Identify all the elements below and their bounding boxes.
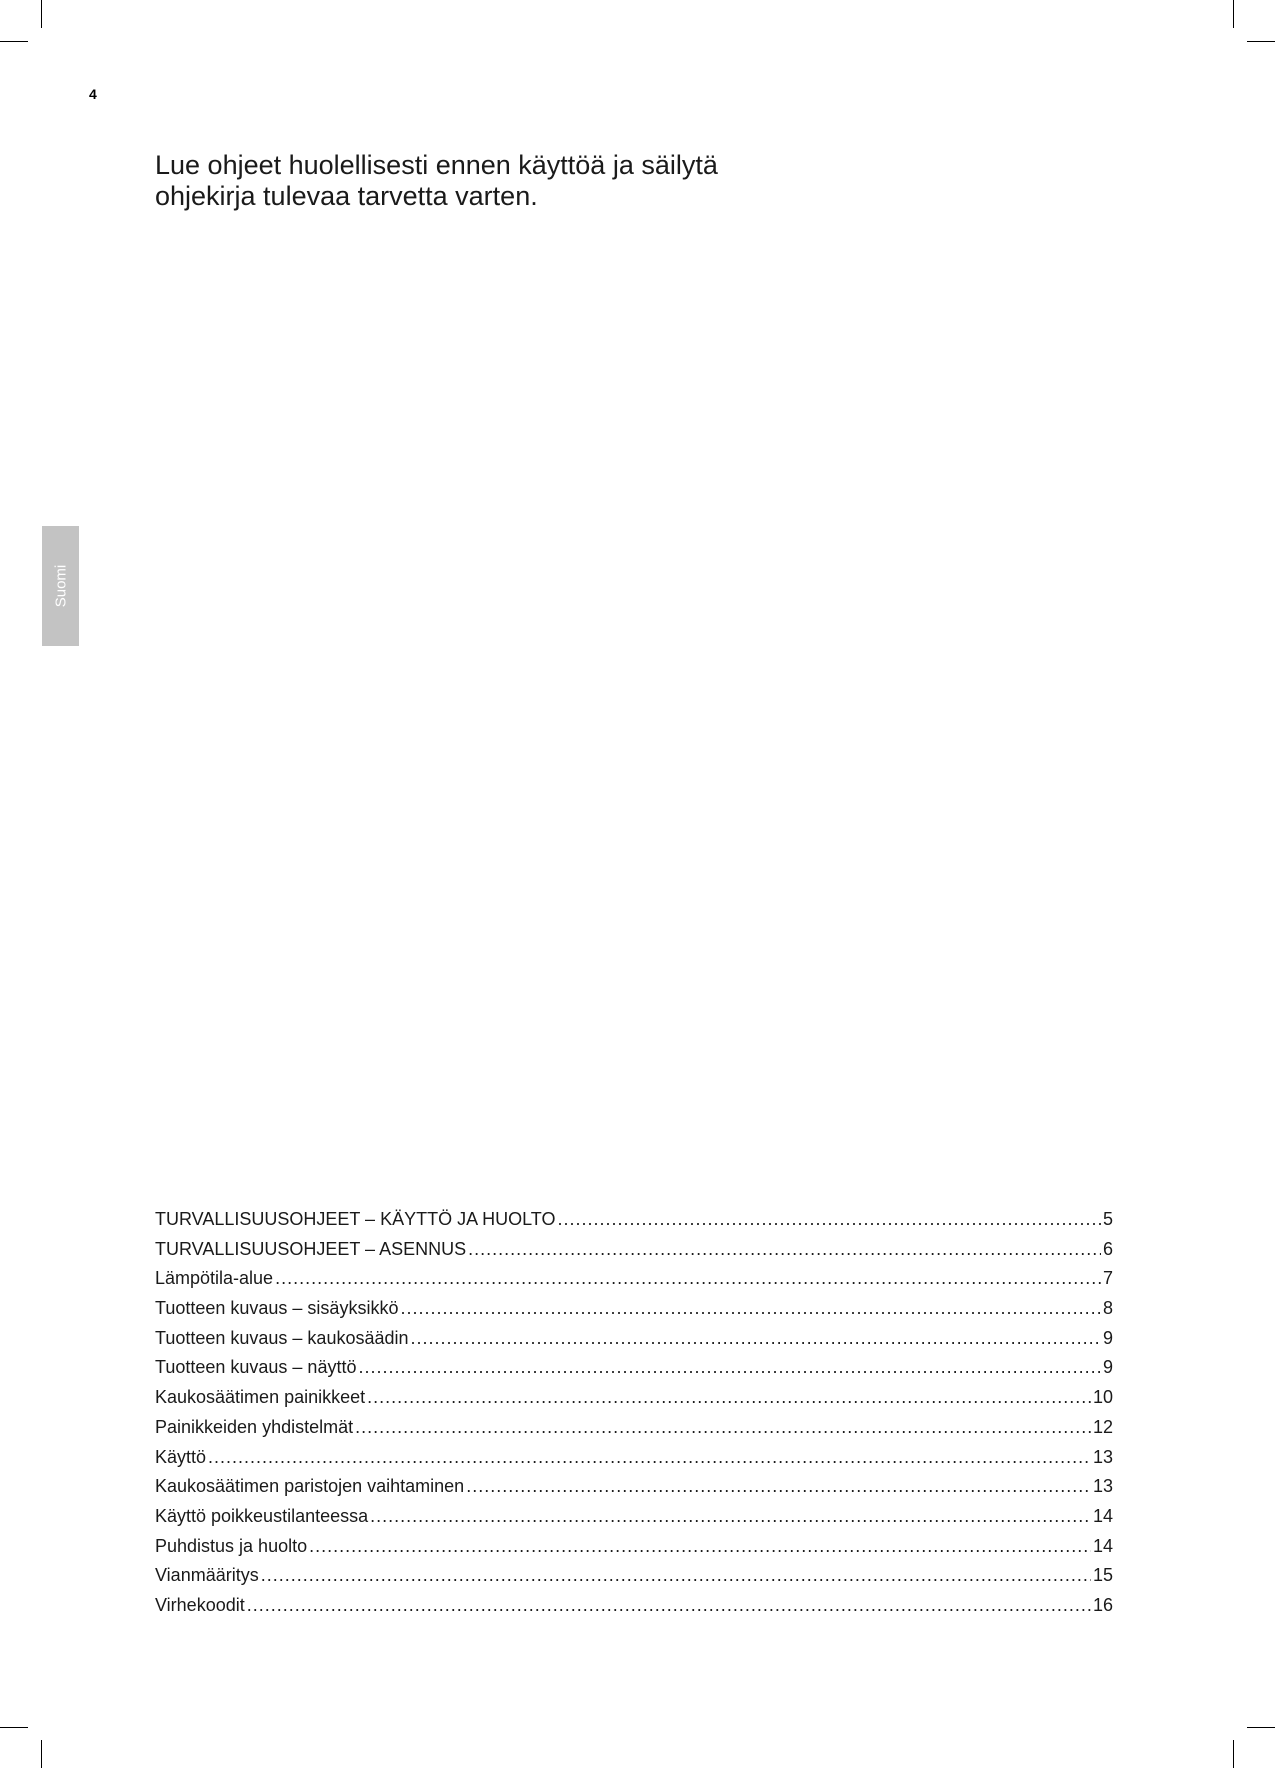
toc-entry-title: Puhdistus ja huolto [155,1535,308,1556]
toc-leader-dots [367,1383,1091,1413]
crop-mark-top-left-horizontal [0,41,28,42]
toc-entry-page: 9 [1102,1357,1113,1378]
intro-line-2: ohjekirja tulevaa tarvetta varten. [155,181,538,211]
toc-entry-page: 15 [1092,1565,1113,1586]
crop-mark-top-right-vertical [1233,0,1234,28]
toc-entry-title: Painikkeiden yhdistelmät [155,1416,354,1437]
toc-entry-title: Käyttö poikkeustilanteessa [155,1505,369,1526]
toc-leader-dots [370,1502,1091,1532]
crop-mark-bottom-right-vertical [1233,1740,1234,1768]
toc-entry-title: TURVALLISUUSOHJEET – KÄYTTÖ JA HUOLTO [155,1209,556,1229]
toc-entry [155,1591,1113,1621]
intro-line-1: Lue ohjeet huolellisesti ennen käyttöä ja säilytä [155,150,718,180]
crop-mark-bottom-right-horizontal [1247,1727,1275,1728]
toc-entry [155,1561,1113,1591]
toc-entry-title: Virhekoodit [155,1594,245,1615]
toc-entry-page: 13 [1092,1446,1113,1467]
toc-leader-dots [468,1235,1101,1265]
toc-entry-page: 14 [1092,1505,1113,1526]
toc-entry [155,1413,1113,1443]
toc-entry-page: 10 [1092,1387,1113,1408]
toc-entry-page: 16 [1092,1594,1113,1615]
language-tab-label: Suomi [52,564,69,608]
toc-leader-dots [466,1472,1091,1502]
toc-entry-title: Tuotteen kuvaus – kaukosäädin [155,1327,409,1348]
toc-entry [155,1383,1113,1413]
toc-entry [155,1205,1113,1235]
toc-entry [155,1532,1113,1562]
language-tab [42,526,79,646]
toc-leader-dots [208,1443,1091,1473]
crop-mark-bottom-left-vertical [41,1740,42,1768]
toc-entry [155,1324,1113,1354]
toc-entry-title: Tuotteen kuvaus – sisäyksikkö [155,1298,399,1319]
toc-entry-title: Tuotteen kuvaus – näyttö [155,1357,357,1378]
crop-mark-bottom-left-horizontal [0,1727,28,1728]
toc-entry-page: 9 [1102,1327,1113,1348]
toc-leader-dots [309,1532,1091,1562]
toc-entry [155,1502,1113,1532]
toc-entry-page: 5 [1102,1209,1113,1229]
toc-entry-title: TURVALLISUUSOHJEET – ASENNUS [155,1238,467,1259]
toc-entry-page: 12 [1092,1416,1113,1437]
toc-leader-dots [275,1264,1101,1294]
intro-paragraph [155,150,795,212]
toc-leader-dots [247,1591,1091,1621]
toc-entry [155,1264,1113,1294]
toc-entry [155,1235,1113,1265]
toc-leader-dots [355,1413,1091,1443]
toc-entry-page: 8 [1102,1298,1113,1319]
table-of-contents [155,1205,1113,1621]
toc-entry-page: 13 [1092,1476,1113,1497]
toc-entry [155,1443,1113,1473]
toc-entry-page: 14 [1092,1535,1113,1556]
toc-entry [155,1353,1113,1383]
page-number: 4 [89,86,97,102]
toc-entry-title: Kaukosäätimen paristojen vaihtaminen [155,1476,465,1497]
toc-entry-page: 6 [1102,1238,1113,1259]
toc-entry [155,1294,1113,1324]
toc-leader-dots [261,1561,1091,1591]
toc-entry-page: 7 [1102,1268,1113,1289]
toc-entry [155,1472,1113,1502]
crop-mark-top-right-horizontal [1247,41,1275,42]
toc-leader-dots [411,1324,1101,1354]
toc-leader-dots [557,1205,1101,1235]
crop-mark-top-left-vertical [41,0,42,28]
toc-leader-dots [358,1353,1101,1383]
toc-entry-title: Vianmääritys [155,1565,259,1586]
toc-leader-dots [400,1294,1101,1324]
toc-entry-title: Kaukosäätimen painikkeet [155,1387,366,1408]
toc-entry-title: Lämpötila-alue [155,1268,274,1289]
toc-entry-title: Käyttö [155,1446,207,1467]
